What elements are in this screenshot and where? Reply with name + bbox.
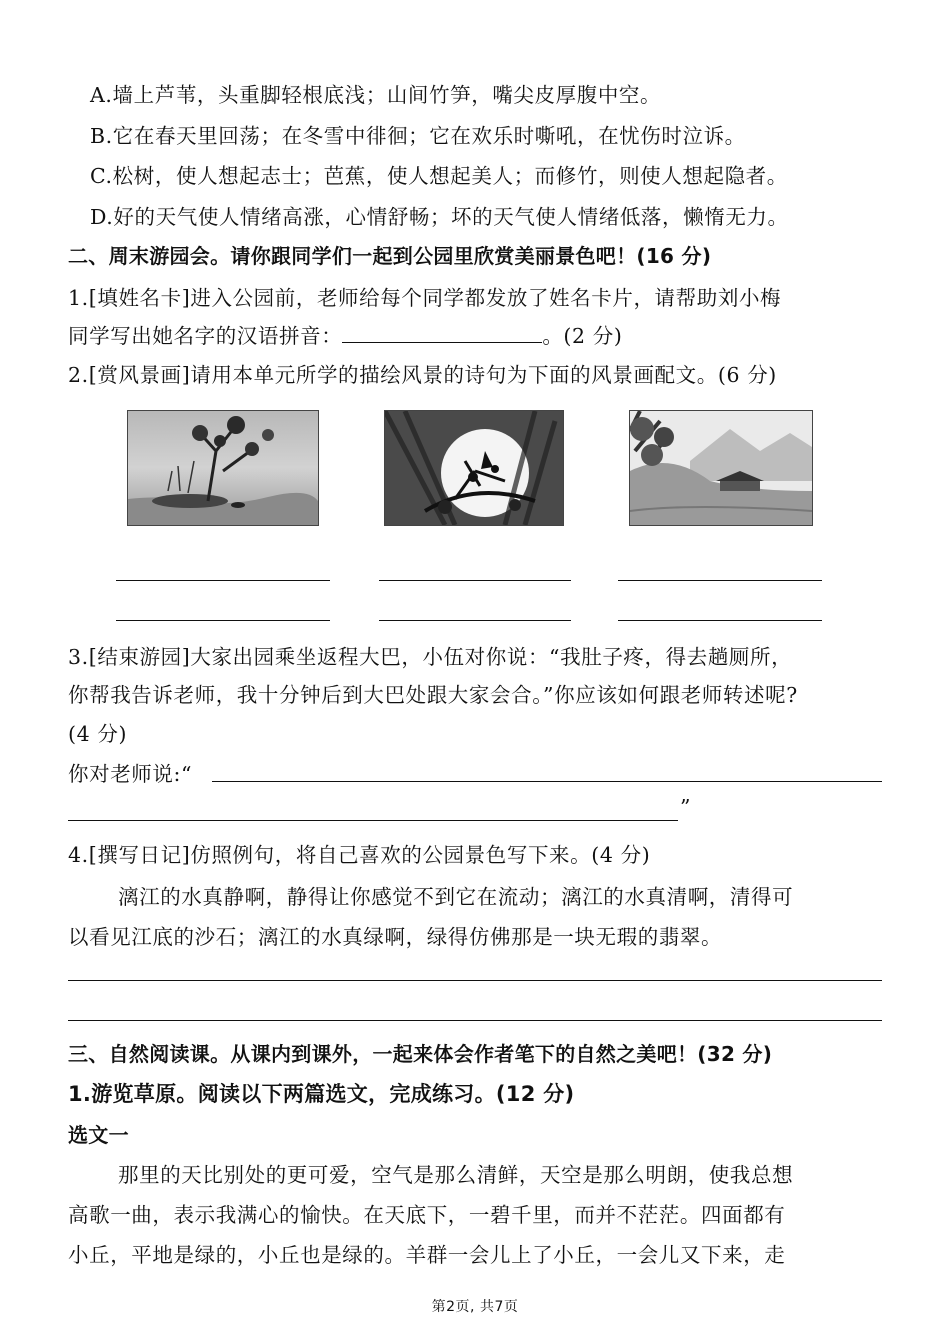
q1-line1: 1.[填姓名卡]进入公园前，老师给每个同学都发放了姓名卡片，请帮助刘小梅 xyxy=(68,286,782,310)
q3-line1: 3.[结束游园]大家出园乘坐返程大巴，小伍对你说：“我肚子疼，得去趟厕所， xyxy=(68,645,793,669)
option-a: A.墙上芦苇，头重脚轻根底浅；山间竹笋，嘴尖皮厚腹中空。 xyxy=(90,83,662,107)
caption-line-1a[interactable] xyxy=(116,580,330,581)
q3-answer-line-1[interactable] xyxy=(212,781,882,782)
passage-title: 选文一 xyxy=(68,1123,129,1147)
q3-closing-quote: ” xyxy=(680,795,692,819)
caption-line-2a[interactable] xyxy=(379,580,571,581)
q4-example-line1: 漓江的水真静啊，静得让你感觉不到它在流动；漓江的水真清啊，清得可 xyxy=(118,885,794,909)
page-number: 第2页, 共7页 xyxy=(431,1299,519,1315)
q3-answer-prompt: 你对老师说:“ xyxy=(68,762,193,786)
q1-points: 。(2 分) xyxy=(542,324,623,348)
passage-line1: 那里的天比别处的更可爱，空气是那么清鲜，天空是那么明朗，使我总想 xyxy=(118,1163,794,1187)
caption-line-2b[interactable] xyxy=(379,620,571,621)
q4-example-line2: 以看见江底的沙石；漓江的水真绿啊，绿得仿佛那是一块无瑕的翡翠。 xyxy=(68,925,723,949)
q4-answer-line-1[interactable] xyxy=(68,980,882,981)
q2-text: 2.[赏风景画]请用本单元所学的描绘风景的诗句为下面的风景画配文。(6 分) xyxy=(68,363,777,387)
q1-line2 xyxy=(68,319,622,349)
section3-sub1: 1.游览草原。阅读以下两篇选文，完成练习。(12 分) xyxy=(68,1082,575,1106)
option-c: C.松树，使人想起志士；芭蕉，使人想起美人；而修竹，则使人想起隐者。 xyxy=(90,164,788,188)
landscape-painting-2 xyxy=(384,410,564,526)
section2-heading: 二、周末游园会。请你跟同学们一起到公园里欣赏美丽景色吧！(16 分) xyxy=(68,244,712,268)
caption-line-3a[interactable] xyxy=(618,580,822,581)
caption-line-1b[interactable] xyxy=(116,620,330,621)
option-b: B.它在春天里回荡；在冬雪中徘徊；它在欢乐时嘶吼，在忧伤时泣诉。 xyxy=(90,124,746,148)
q3-answer-line-2[interactable] xyxy=(68,820,678,821)
passage-line3: 小丘，平地是绿的，小丘也是绿的。羊群一会儿上了小丘，一会儿又下来，走 xyxy=(68,1243,786,1267)
pinyin-answer-blank[interactable] xyxy=(342,324,542,343)
q4-answer-line-2[interactable] xyxy=(68,1020,882,1021)
landscape-painting-3 xyxy=(629,410,813,526)
section3-heading: 三、自然阅读课。从课内到课外，一起来体会作者笔下的自然之美吧！(32 分) xyxy=(68,1042,773,1066)
q3-line2: 你帮我告诉老师，我十分钟后到大巴处跟大家会合。”你应该如何跟老师转述呢? xyxy=(68,683,798,707)
q4-text: 4.[撰写日记]仿照例句，将自己喜欢的公园景色写下来。(4 分) xyxy=(68,843,651,867)
caption-line-3b[interactable] xyxy=(618,620,822,621)
q3-points: (4 分) xyxy=(68,722,128,746)
option-d: D.好的天气使人情绪高涨，心情舒畅；坏的天气使人情绪低落，懒惰无力。 xyxy=(90,205,789,229)
passage-line2: 高歌一曲，表示我满心的愉快。在天底下，一碧千里，而并不茫茫。四面都有 xyxy=(68,1203,786,1227)
q1-prompt: 同学写出她名字的汉语拼音： xyxy=(68,324,343,348)
landscape-painting-1 xyxy=(127,410,319,526)
